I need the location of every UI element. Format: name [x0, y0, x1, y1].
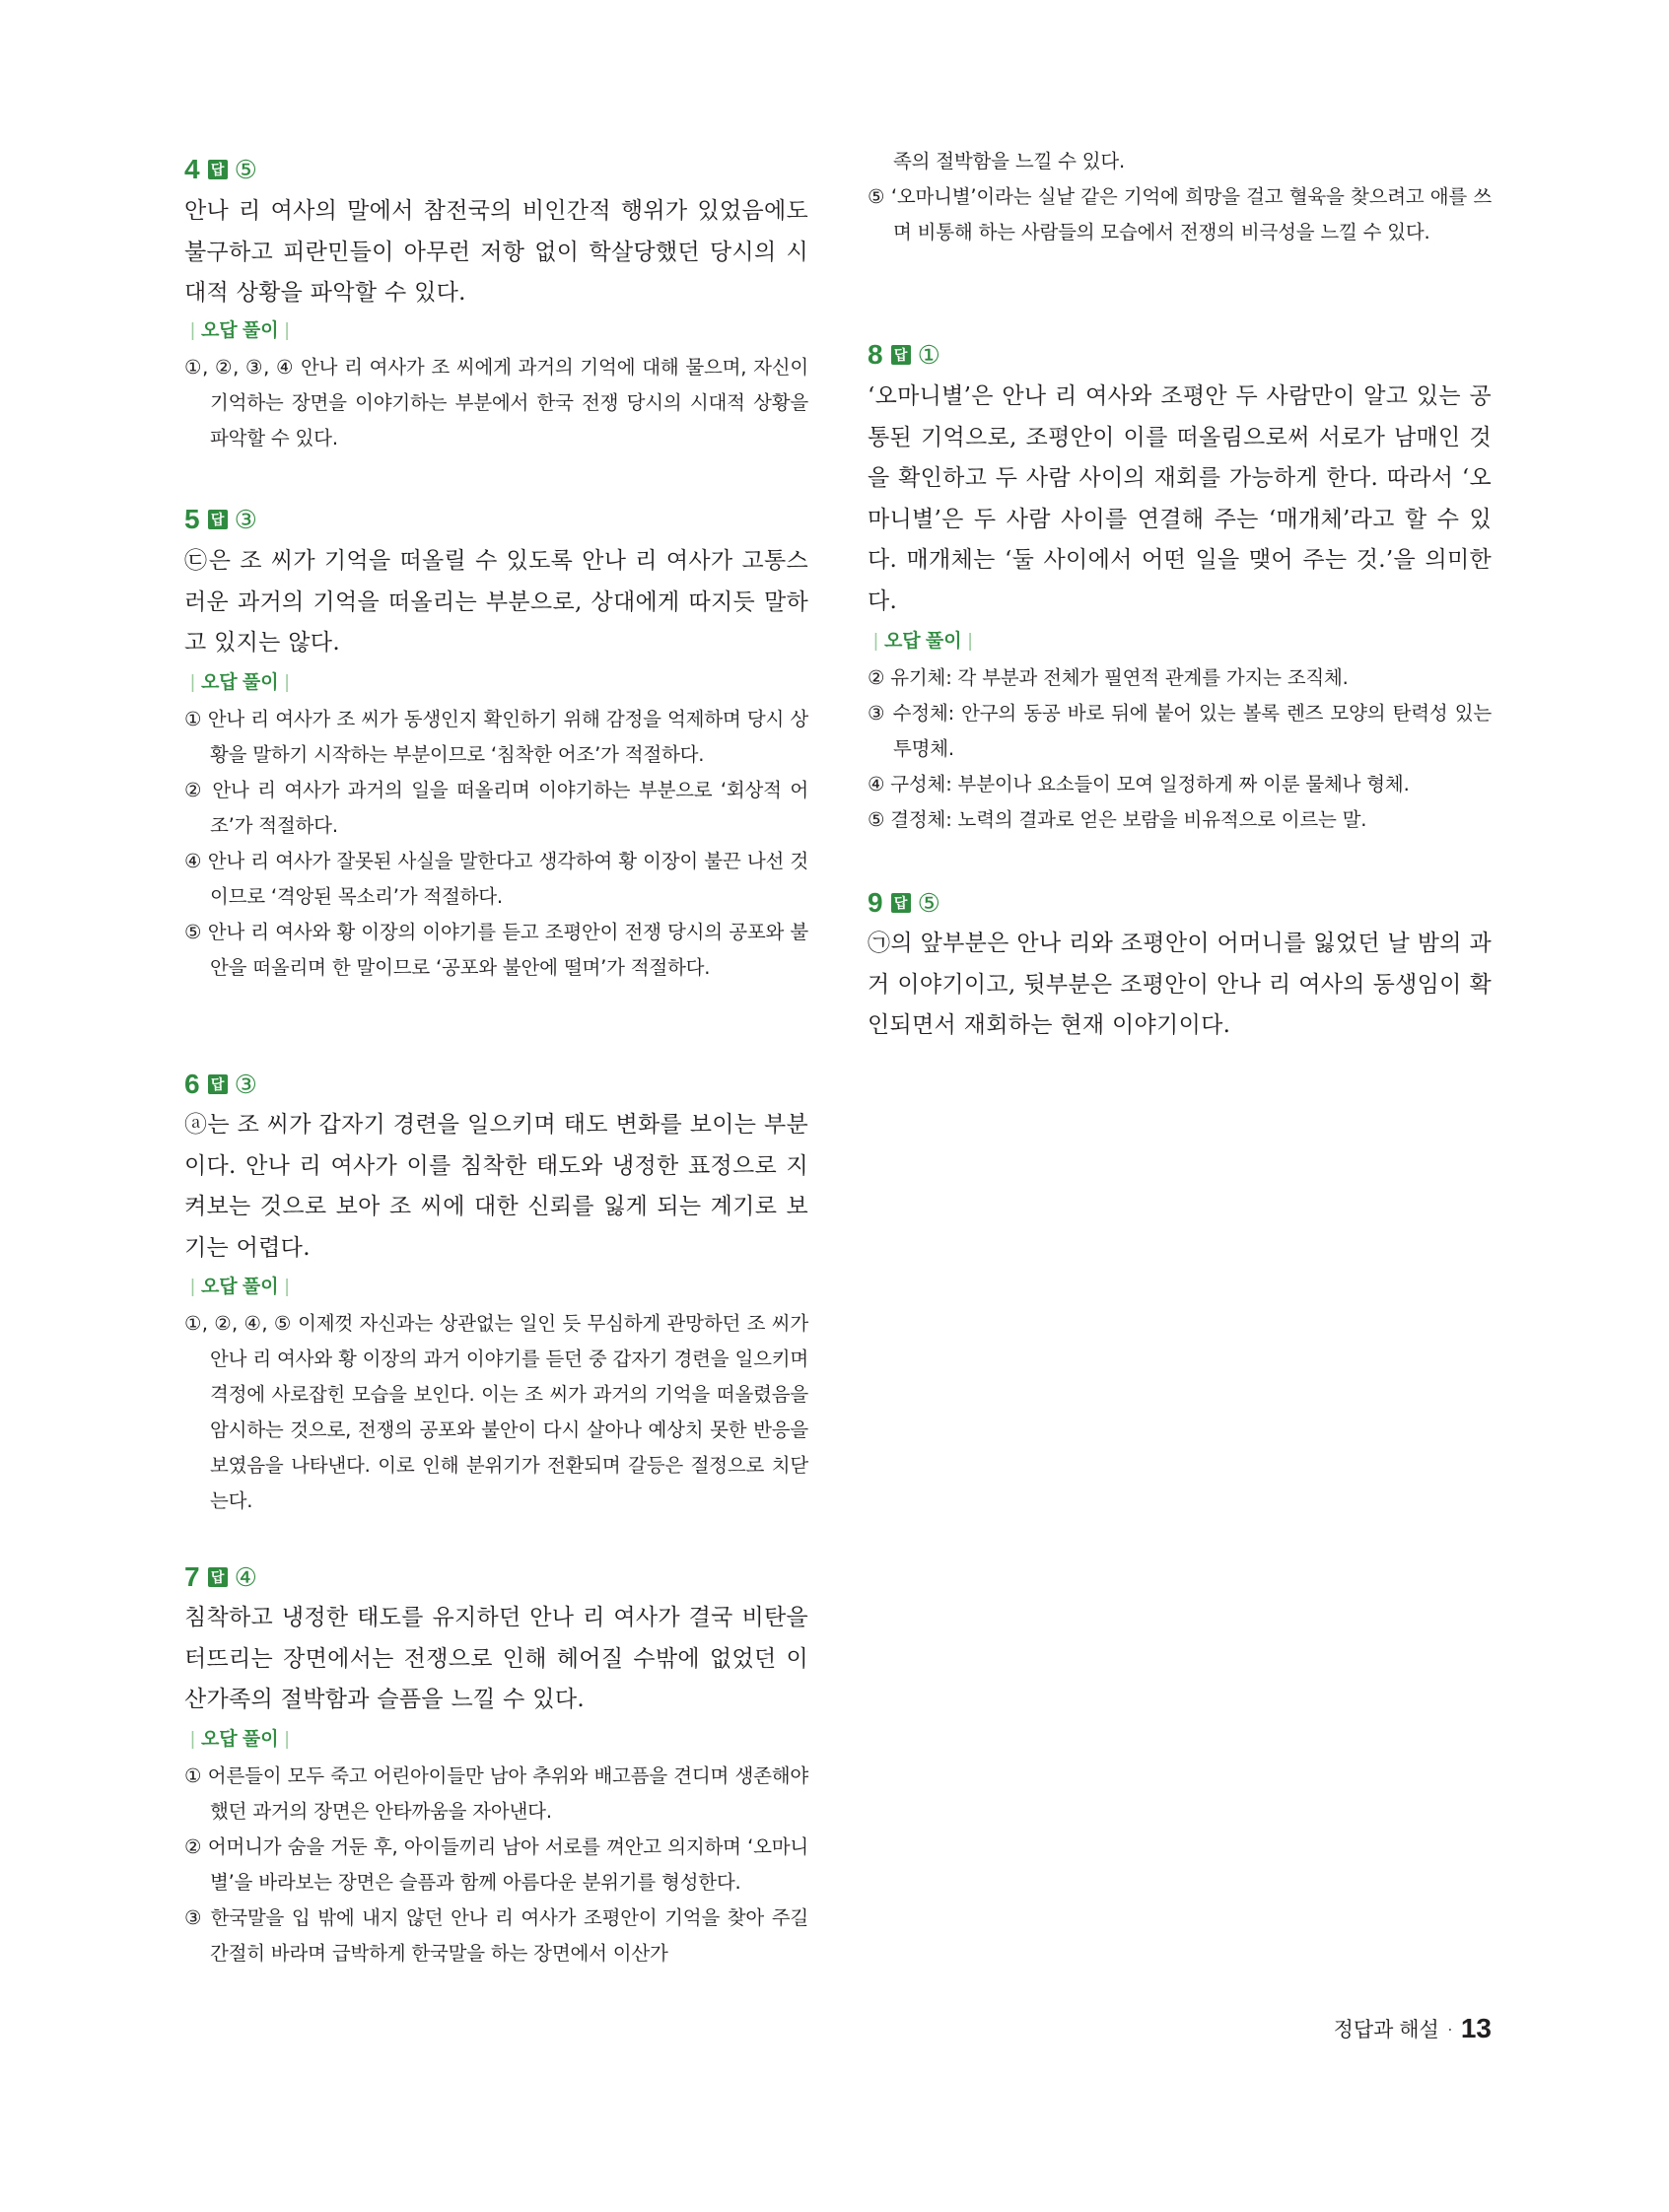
- page-footer: [1334, 2013, 1492, 2044]
- list-item: ①, ②, ④, ⑤ 이제껏 자신과는 상관없는 일인 듯 무심하게 관망하던 조 씨가 안나 리 여사와 황 이장의 과거 이야기를 듣던 중 갑자기 경련을 일으키며 격정에 사로잡힌 모습을 보인다. 이는 조 씨가 과거의 기억을 떠올렸음을 암시하는 것으로, 전쟁의 공포와 불안이 다시 살아나 예상치 못한 반응을 보였음을 나타낸다. 이로 인해 분위기가 전환되며 갈등은 절정으로 치닫는다.: [184, 1312, 808, 1512]
- wrong-answer-label: | 오답 풀이 |: [190, 1277, 290, 1297]
- question-4-header: [184, 153, 257, 186]
- wrong-answer-label: | 오답 풀이 |: [873, 631, 973, 652]
- list-item: 족의 절박함을 느낄 수 있다.: [893, 150, 1125, 173]
- question-7-explanation: 침착하고 냉정한 태도를 유지하던 안나 리 여사가 결국 비탄을 터뜨리는 장면에서는 전쟁으로 인해 헤어질 수밖에 없었던 이산가족의 절박함과 슬픔을 느낄 수 있다.: [184, 1605, 808, 1712]
- question-6-header: [184, 1068, 257, 1101]
- question-number: 4: [184, 154, 200, 184]
- question-number: 7: [184, 1561, 200, 1592]
- question-8-header: [868, 338, 940, 372]
- question-7-wrong-list: [184, 1759, 808, 1971]
- answer-tag-icon: 답: [208, 510, 228, 529]
- list-item: ① 안나 리 여사가 조 씨가 동생인지 확인하기 위해 감정을 억제하며 당시 상황을 말하기 시작하는 부분이므로 ‘침착한 어조’가 적절하다.: [184, 708, 808, 766]
- question-6-explanation: ⓐ는 조 씨가 갑자기 경련을 일으키며 태도 변화를 보이는 부분이다. 안나 리 여사가 이를 침착한 태도와 냉정한 표정으로 지켜보는 것으로 보아 조 씨에 대한 신뢰를 잃게 되는 계기로 보기는 어렵다.: [184, 1112, 808, 1261]
- list-item: ⑤ 안나 리 여사와 황 이장의 이야기를 듣고 조평안이 전쟁 당시의 공포와 불안을 떠올리며 한 말이므로 ‘공포와 불안에 떨며’가 적절하다.: [184, 921, 808, 979]
- question-number: 5: [184, 504, 200, 534]
- list-item: ⑤ 결정체: 노력의 결과로 얻은 보람을 비유적으로 이르는 말.: [868, 808, 1367, 831]
- list-item: ② 안나 리 여사가 과거의 일을 떠올리며 이야기하는 부분으로 ‘회상적 어조’가 적절하다.: [184, 779, 808, 837]
- question-4-explanation: 안나 리 여사의 말에서 참전국의 비인간적 행위가 있었음에도 불구하고 피란민들이 아무런 저항 없이 학살당했던 당시의 시대적 상황을 파악할 수 있다.: [184, 198, 808, 306]
- wrong-answer-label: | 오답 풀이 |: [190, 1729, 290, 1750]
- question-4-wrong-list: [184, 350, 808, 456]
- answer-tag-icon: 답: [208, 1074, 228, 1094]
- question-8-wrong-list: [868, 660, 1492, 838]
- answer-choice: ①: [917, 340, 940, 370]
- list-item: ① 어른들이 모두 죽고 어린아이들만 남아 추위와 배고픔을 견디며 생존해야 했던 과거의 장면은 안타까움을 자아낸다.: [184, 1764, 808, 1823]
- footer-separator: ·: [1446, 2018, 1453, 2039]
- footer-label: 정답과 해설: [1333, 2019, 1439, 2041]
- list-item: ③ 수정체: 안구의 동공 바로 뒤에 붙어 있는 볼록 렌즈 모양의 탄력성 있는 투명체.: [868, 702, 1492, 760]
- answer-tag-icon: 답: [891, 345, 911, 365]
- question-7-wrong-list-continued: [868, 144, 1492, 250]
- list-item: ② 유기체: 각 부분과 전체가 필연적 관계를 가지는 조직체.: [868, 666, 1349, 689]
- answer-tag-icon: 답: [891, 893, 911, 913]
- list-item: ⑤ ‘오마니별’이라는 실낱 같은 기억에 희망을 걸고 혈육을 찾으려고 애를 쓰며 비통해 하는 사람들의 모습에서 전쟁의 비극성을 느낄 수 있다.: [868, 185, 1492, 243]
- list-item: ④ 구성체: 부분이나 요소들이 모여 일정하게 짜 이룬 물체나 형체.: [868, 773, 1410, 795]
- answer-choice: ③: [234, 505, 257, 534]
- question-6-wrong-list: [184, 1306, 808, 1519]
- answer-choice: ⑤: [234, 155, 257, 184]
- list-item: ①, ②, ③, ④ 안나 리 여사가 조 씨에게 과거의 기억에 대해 물으며, 자신이 기억하는 장면을 이야기하는 부분에서 한국 전쟁 당시의 시대적 상황을 파악할 수 있다.: [184, 356, 808, 449]
- list-item: ④ 안나 리 여사가 잘못된 사실을 말한다고 생각하여 황 이장이 불끈 나선 것이므로 ‘격앙된 목소리’가 적절하다.: [184, 850, 808, 908]
- list-item: ③ 한국말을 입 밖에 내지 않던 안나 리 여사가 조평안이 기억을 찾아 주길 간절히 바라며 급박하게 한국말을 하는 장면에서 이산가: [184, 1906, 808, 1965]
- question-8-explanation: ‘오마니별’은 안나 리 여사와 조평안 두 사람만이 알고 있는 공통된 기억으로, 조평안이 이를 떠올림으로써 서로가 남매인 것을 확인하고 두 사람 사이의 재회를 가능하게 한다. 따라서 ‘오마니별’은 두 사람 사이를 연결해 주는 ‘매개체’라고 할 수 있다. 매개체는 ‘둘 사이에서 어떤 일을 맺어 주는 것.’을 의미한다.: [868, 383, 1492, 614]
- question-5-wrong-list: [184, 702, 808, 986]
- question-number: 6: [184, 1069, 200, 1099]
- question-9-header: [868, 886, 940, 920]
- wrong-answer-label: | 오답 풀이 |: [190, 320, 290, 341]
- answer-choice: ④: [234, 1562, 257, 1592]
- answer-tag-icon: 답: [208, 160, 228, 179]
- question-9-explanation: ㉠의 앞부분은 안나 리와 조평안이 어머니를 잃었던 날 밤의 과거 이야기이고, 뒷부분은 조평안이 안나 리 여사의 동생임이 확인되면서 재회하는 현재 이야기이다.: [868, 931, 1492, 1038]
- question-number: 8: [868, 339, 883, 370]
- answer-tag-icon: 답: [208, 1567, 228, 1587]
- wrong-answer-label: | 오답 풀이 |: [190, 672, 290, 693]
- question-7-header: [184, 1560, 257, 1594]
- answer-choice: ③: [234, 1070, 257, 1099]
- question-number: 9: [868, 887, 883, 918]
- question-5-explanation: ㉢은 조 씨가 기억을 떠올릴 수 있도록 안나 리 여사가 고통스러운 과거의 기억을 떠올리는 부분으로, 상대에게 따지듯 말하고 있지는 않다.: [184, 548, 808, 656]
- question-5-header: [184, 503, 257, 536]
- page-number: 13: [1460, 2013, 1492, 2043]
- answer-choice: ⑤: [917, 888, 940, 918]
- list-item: ② 어머니가 숨을 거둔 후, 아이들끼리 남아 서로를 껴안고 의지하며 ‘오마니별’을 바라보는 장면은 슬픔과 함께 아름다운 분위기를 형성한다.: [184, 1835, 808, 1894]
